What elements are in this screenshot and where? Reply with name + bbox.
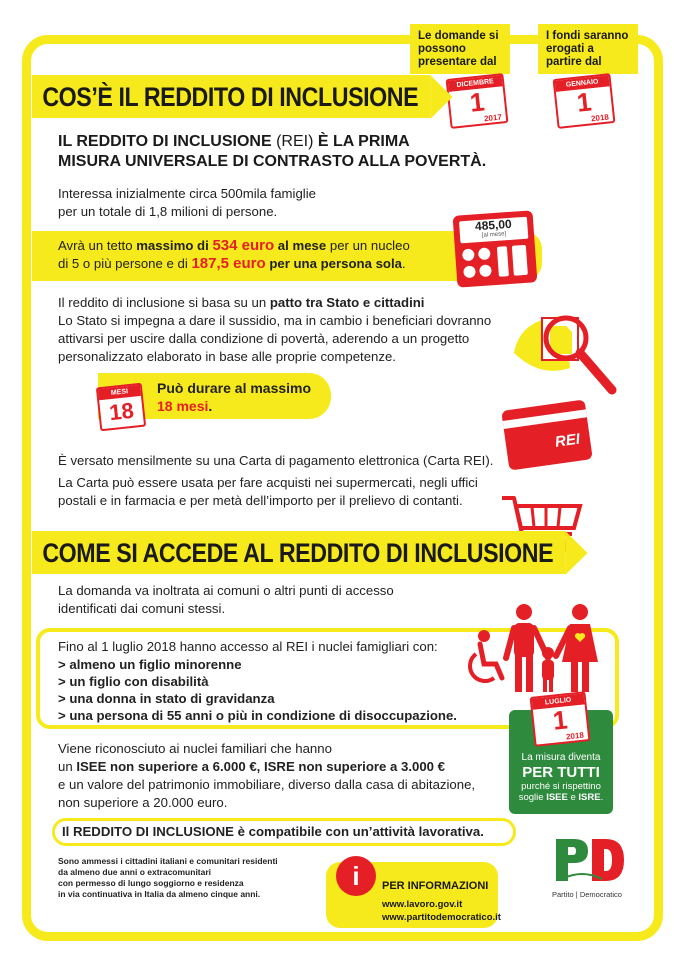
link-partitodemocratico[interactable]: www.partitodemocratico.it bbox=[382, 912, 501, 923]
info-title: PER INFORMAZIONI bbox=[382, 880, 489, 892]
requirements-text: Fino al 1 luglio 2018 hanno accesso al REI i nuclei famigliari con: > almeno un figlio minorenne > un figlio con disabilità > una donna in stato di gravidanza > una persona di 55 anni o più in condizione di disoccupazione. bbox=[58, 639, 457, 723]
compatibility-text: Il REDDITO DI INCLUSIONE è compatibile con un’attività lavorativa. bbox=[62, 824, 484, 839]
section-title-cose: COS’È IL REDDITO DI INCLUSIONE bbox=[32, 75, 430, 118]
requirement-item: > un figlio con disabilità bbox=[58, 674, 209, 689]
info-icon: i bbox=[336, 856, 376, 896]
requirement-item: > almeno un figlio minorenne bbox=[58, 657, 242, 672]
calendar-december-icon: DICEMBRE 1 2017 bbox=[446, 73, 509, 129]
requirement-item: > una persona di 55 anni o più in condizione di disoccupazione. bbox=[58, 708, 457, 723]
calendar-months-icon: MESI 18 bbox=[96, 383, 146, 432]
paragraph-families: Interessa inizialmente circa 500mila famiglie per un totale di 1,8 milioni di persone. bbox=[58, 186, 316, 219]
tab-fondi: I fondi saranno erogati a partire dal bbox=[538, 24, 638, 74]
tab-domande: Le domande si possono presentare dal bbox=[410, 24, 510, 74]
calendar-july-icon: LUGLIO 1 2018 bbox=[530, 691, 591, 747]
calculator-icon: 485,00 [al mese] bbox=[453, 210, 538, 287]
pd-logo-mark bbox=[552, 835, 632, 885]
eligibility-note: Sono ammessi i cittadini italiani e comunitari residenti da almeno due anni o extracomunitari con permesso di lungo soggiorno e residenza in via continuativa in Italia da almeno cinque anni. bbox=[58, 856, 278, 899]
green-per-tutti-text: La misura diventa PER TUTTI purché si rispettino soglie ISEE e ISRE. bbox=[518, 752, 604, 803]
link-lavoro[interactable]: www.lavoro.gov.it bbox=[382, 899, 463, 910]
lead-text: IL REDDITO DI INCLUSIONE (REI) È LA PRIMA MISURA UNIVERSALE DI CONTRASTO ALLA POVERTÀ. bbox=[58, 133, 487, 170]
paragraph-isee: Viene riconosciuto ai nuclei familiari che hanno un ISEE non superiore a 6.000 €, ISRE non superiore a 3.000 € e un valore del patrimonio immobiliare, diverso dalla casa di abitazione, non superiore a 20.000 euro. bbox=[58, 741, 476, 810]
family-icon bbox=[462, 598, 612, 698]
pd-logo: Partito | Democratico bbox=[552, 835, 632, 897]
handshake-magnifier-icon bbox=[510, 298, 620, 418]
paragraph-carta: È versato mensilmente su una Carta di pagamento elettronica (Carta REI). La Carta può essere usata per fare acquisti nei supermercati, negli uffici postali e in farmacia e per metà dell’importo per il prelievo di contanti. bbox=[58, 453, 494, 508]
section-title-come: COME SI ACCEDE AL REDDITO DI INCLUSIONE bbox=[32, 531, 565, 574]
duration-text: Può durare al massimo 18 mesi. bbox=[157, 380, 312, 414]
info-links bbox=[382, 898, 501, 924]
paragraph-patto: Il reddito di inclusione si basa su un patto tra Stato e cittadini Lo Stato si impegna a dare il sussidio, ma in cambio i beneficiari dovranno attivarsi per uscire dalla condizione di povertà, aderendo a un progetto personalizzato elaborato in base alle proprie competenze. bbox=[58, 295, 492, 364]
amount-text: Avrà un tetto massimo di 534 euro al mese per un nucleo di 5 o più persone e di 187,5 euro per una persona sola. bbox=[58, 237, 410, 272]
calendar-january-icon: GENNAIO 1 2018 bbox=[553, 73, 616, 129]
requirement-item: > una donna in stato di gravidanza bbox=[58, 691, 275, 706]
paragraph-domanda: La domanda va inoltrata ai comuni o altri punti di accesso identificati dai comuni stessi. bbox=[58, 583, 394, 616]
rei-card-icon: REI bbox=[501, 399, 593, 470]
